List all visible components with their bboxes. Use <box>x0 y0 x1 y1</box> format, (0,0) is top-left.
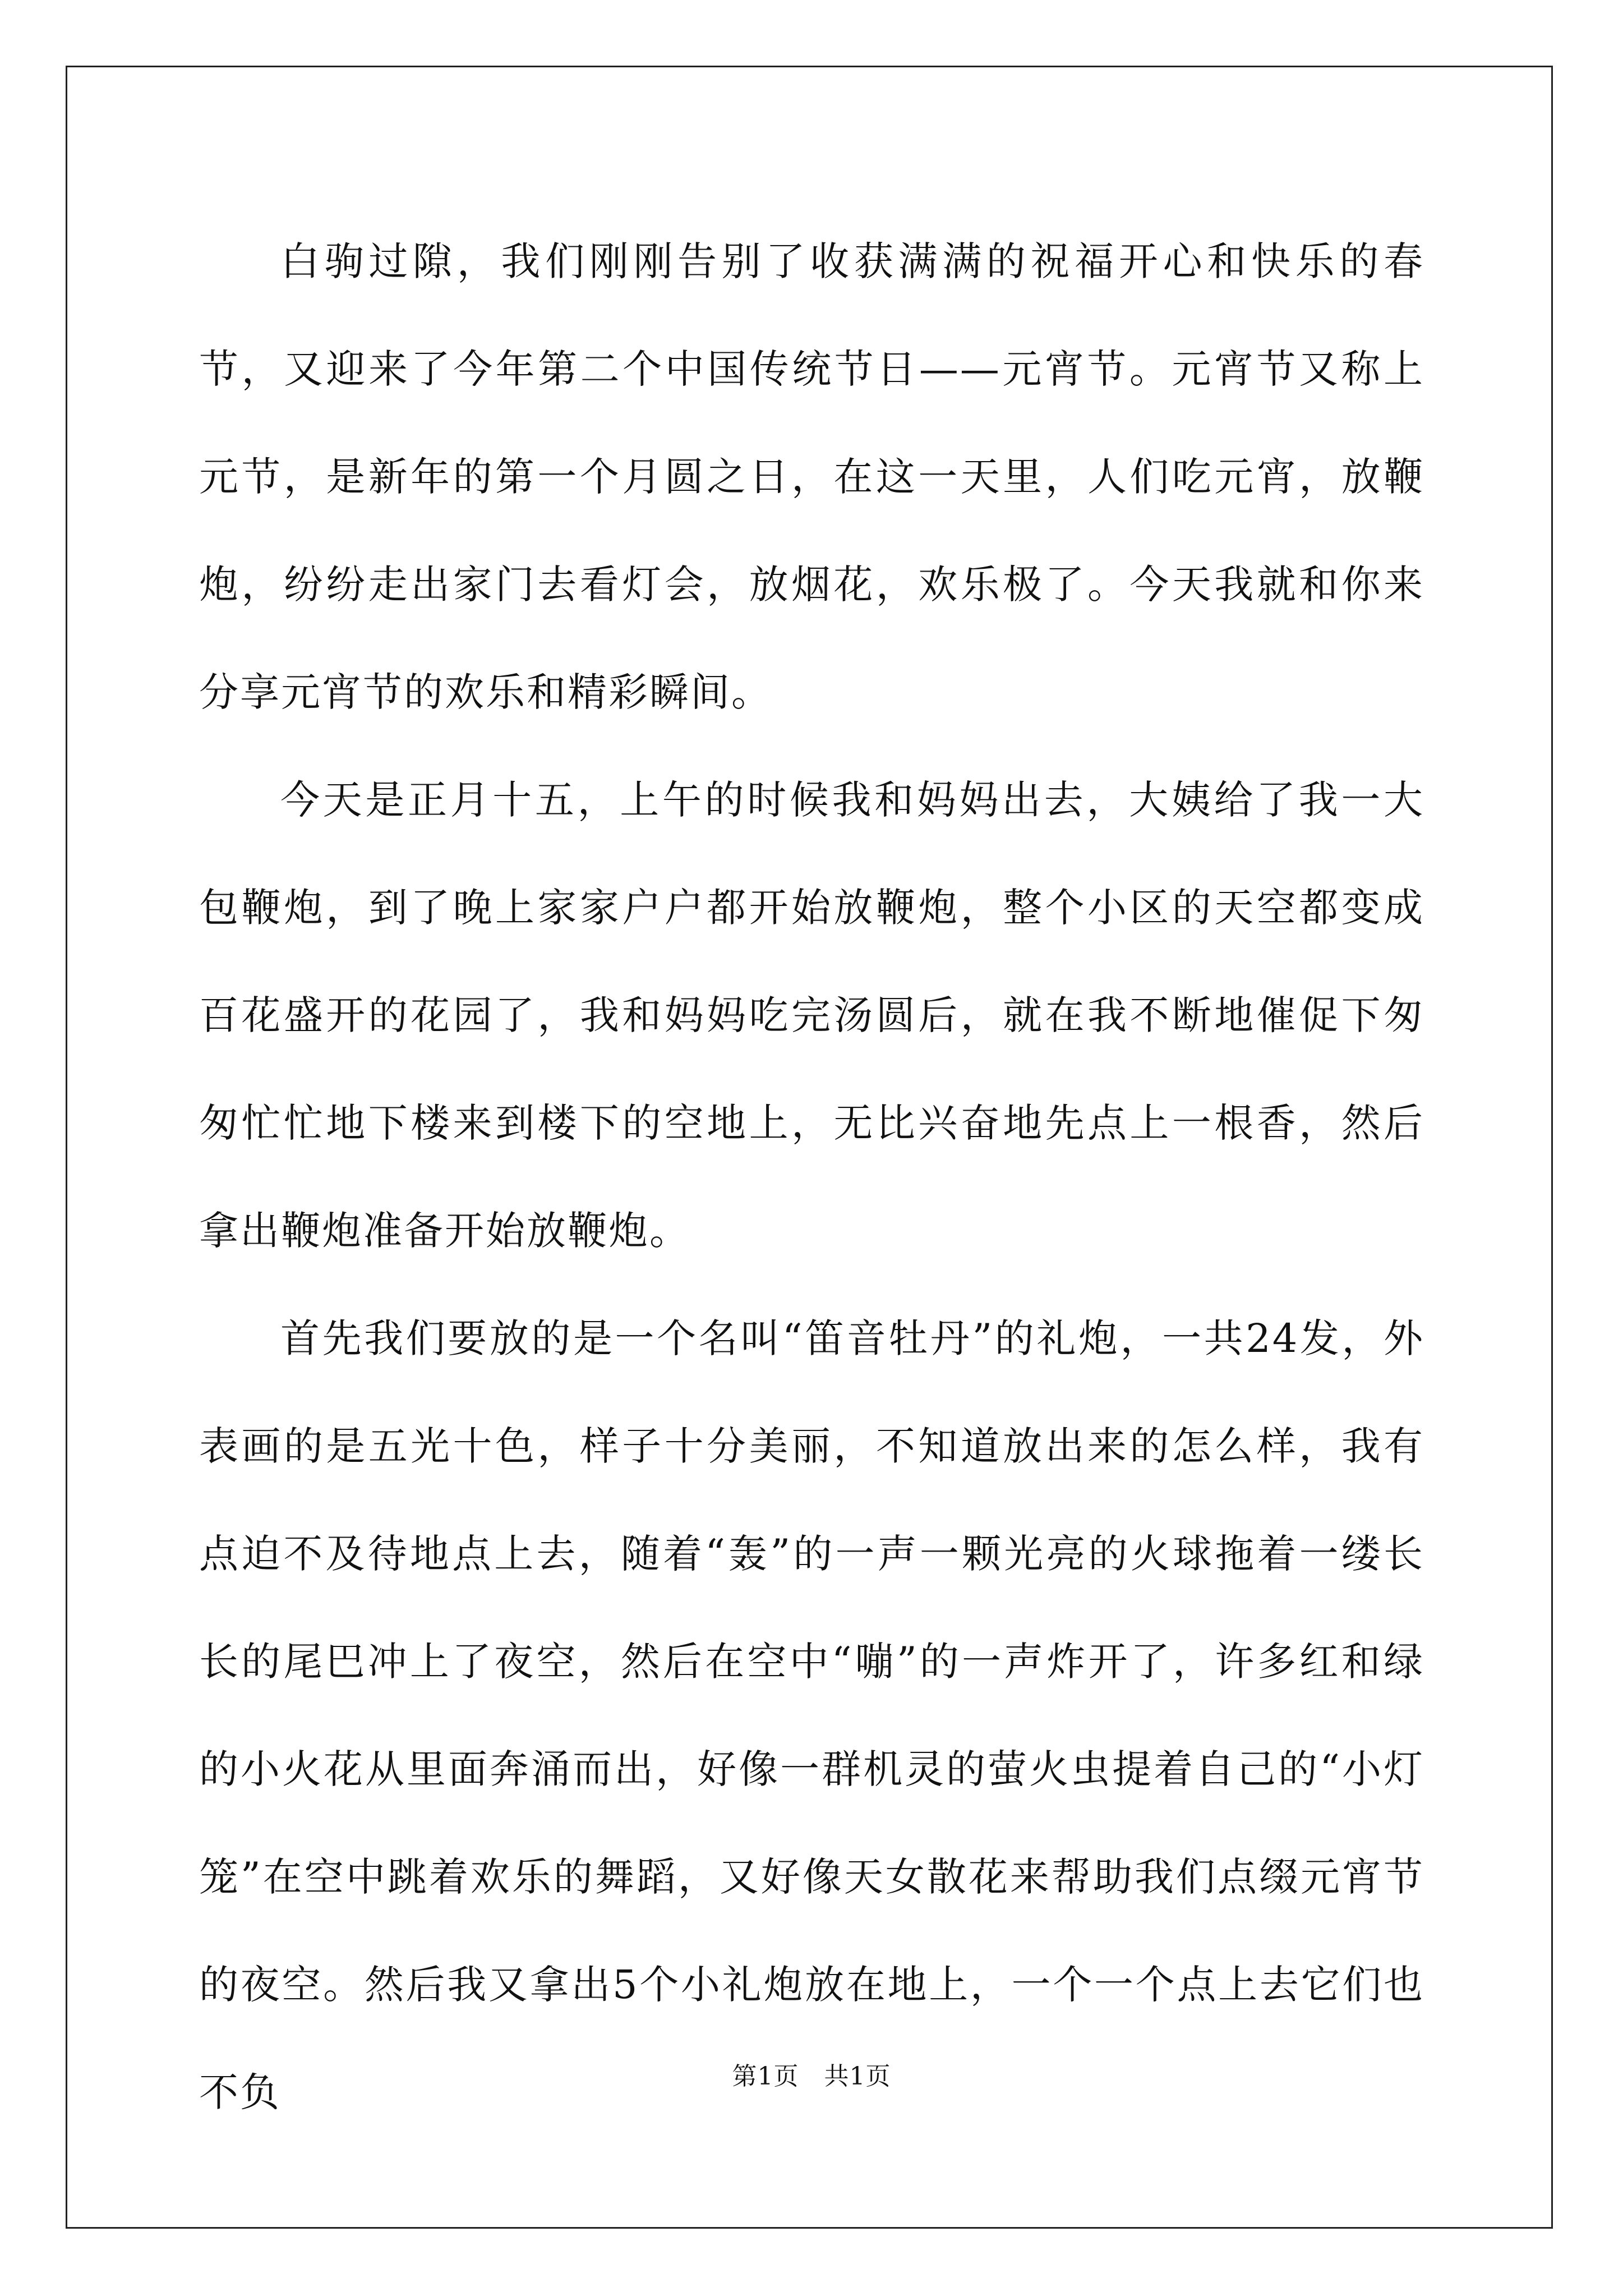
paragraph-3: 首先我们要放的是一个名叫“笛音牡丹”的礼炮，一共24发，外表画的是五光十色，样子十分美丽，不知道放出来的怎么样，我有点迫不及待地点上去，随着“轰”的一声一颗光亮的火球拖着一缕长长的尾巴冲上了夜空，然后在空中“嘣”的一声炸开了，许多红和绿的小火花从里面奔涌而出，好像一群机灵的萤火虫提着自己的“小灯笼”在空中跳着欢乐的舞蹈，又好像天女散花来帮助我们点缀元宵节的夜空。然后我又拿出5个小礼炮放在地上，一个一个点上去它们也不负 <box>199 1315 1424 2115</box>
page-footer: 第1页 共1页 <box>732 2062 891 2091</box>
paragraph-2: 今天是正月十五，上午的时候我和妈妈出去，大姨给了我一大包鞭炮，到了晚上家家户户都开始放鞭炮，整个小区的天空都变成百花盛开的花园了，我和妈妈吃完汤圆后，就在我不断地催促下匆匆忙忙地下楼来到楼下的空地上，无比兴奋地先点上一根香，然后拿出鞭炮准备开始放鞭炮。 <box>199 777 1424 1254</box>
paragraph-1: 白驹过隙，我们刚刚告别了收获满满的祝福开心和快乐的春节，又迎来了今年第二个中国传统节日——元宵节。元宵节又称上元节，是新年的第一个月圆之日，在这一天里，人们吃元宵，放鞭炮，纷纷走出家门去看灯会，放烟花，欢乐极了。今天我就和你来分享元宵节的欢乐和精彩瞬间。 <box>199 238 1424 715</box>
document-body <box>199 208 1424 2146</box>
